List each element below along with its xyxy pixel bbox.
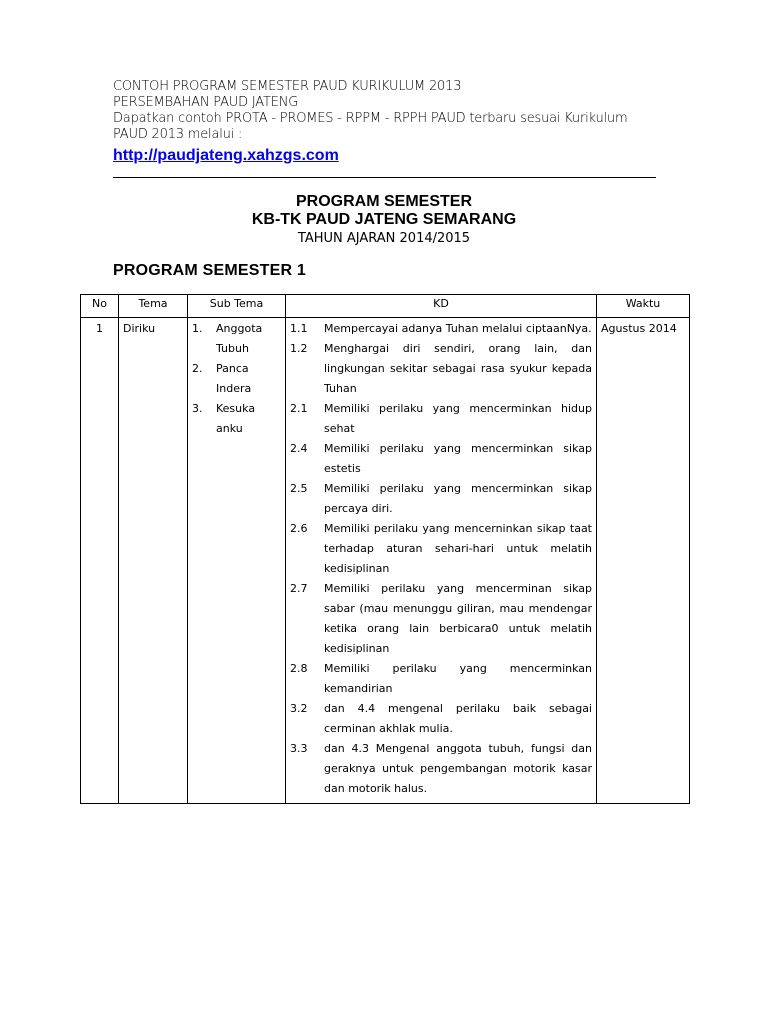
kd-item	[290, 579, 592, 659]
title-program-semester: PROGRAM SEMESTER	[295, 193, 472, 210]
kd-number: 2.4	[290, 442, 308, 455]
subtema-number: 3.	[192, 402, 203, 415]
kd-item	[290, 739, 592, 799]
kd-number: 2.1	[290, 402, 308, 415]
kd-number: 2.8	[290, 662, 308, 675]
kd-number: 1.1	[290, 322, 308, 335]
section-heading: PROGRAM SEMESTER 1	[113, 262, 306, 279]
cell-tema: Diriku	[119, 318, 188, 804]
title-academic-year: TAHUN AJARAN 2014/2015	[297, 231, 471, 246]
subtema-number: 2.	[192, 362, 203, 375]
kd-number: 3.2	[290, 702, 308, 715]
cell-waktu: Agustus 2014	[597, 318, 690, 804]
kd-text: Mempercayai adanya Tuhan melalui ciptaanNya.	[324, 322, 592, 335]
title-school: KB-TK PAUD JATENG SEMARANG	[251, 211, 517, 228]
subtema-text: Panca Indera	[216, 362, 252, 395]
subtema-item	[192, 399, 281, 439]
kd-text: dan 4.4 mengenal perilaku baik sebagai cerminan akhlak mulia.	[324, 702, 592, 735]
kd-text: Memiliki perilaku yang mencerminkan hidup sehat	[324, 402, 592, 435]
kd-text: dan 4.3 Mengenal anggota tubuh, fungsi dan geraknya untuk pengembangan motorik kasar dan motorik halus.	[324, 742, 592, 795]
kd-text: Memiliki perilaku yang mencerminkan sikap estetis	[324, 442, 592, 475]
horizontal-divider	[113, 177, 656, 178]
header-waktu: Waktu	[597, 295, 690, 318]
header-sub-tema: Sub Tema	[188, 295, 286, 318]
kd-number: 1.2	[290, 342, 308, 355]
header-kd: KD	[286, 295, 597, 318]
kd-item	[290, 699, 592, 739]
kd-text: Memiliki perilaku yang mencerminan sikap sabar (mau menunggu giliran, mau mendengar ketika orang lain berbicara0 untuk melatih kedisiplinan	[324, 582, 592, 655]
subtema-item	[192, 319, 281, 359]
kd-item	[290, 659, 592, 699]
program-table	[80, 294, 690, 804]
kd-number: 2.7	[290, 582, 308, 595]
kd-item	[290, 339, 592, 399]
cell-sub-tema	[188, 318, 286, 804]
header-line-4: PAUD 2013 melalui :	[113, 127, 243, 142]
kd-number: 3.3	[290, 742, 308, 755]
header-line-3: Dapatkan contoh PROTA - PROMES - RPPM - RPPH PAUD terbaru sesuai Kurikulum	[113, 111, 628, 126]
subtema-text: Kesuka anku	[216, 402, 256, 435]
subtema-text: Anggota Tubuh	[216, 322, 263, 355]
subtema-item	[192, 359, 281, 399]
kd-text: Memiliki perilaku yang mencerninkan sikap taat terhadap aturan sehari-hari untuk melatih kedisiplinan	[324, 522, 592, 575]
cell-kd	[286, 318, 597, 804]
kd-text: Menghargai diri sendiri, orang lain, dan lingkungan sekitar sebagai rasa syukur kepada Tuhan	[324, 342, 592, 395]
kd-item	[290, 399, 592, 439]
kd-item	[290, 479, 592, 519]
kd-text: Memiliki perilaku yang mencerminkan sikap percaya diri.	[324, 482, 592, 515]
table-header-row	[81, 295, 690, 318]
kd-item	[290, 319, 592, 339]
paudjateng-link[interactable]: http://paudjateng.xahzgs.com	[113, 147, 339, 164]
kd-number: 2.6	[290, 522, 308, 535]
header-no: No	[81, 295, 119, 318]
kd-text: Memiliki perilaku yang mencerminkan kemandirian	[324, 662, 592, 695]
header-tema: Tema	[119, 295, 188, 318]
kd-number: 2.5	[290, 482, 308, 495]
document-header	[113, 79, 658, 165]
table-row	[81, 318, 690, 804]
cell-no: 1	[81, 318, 119, 804]
header-line-2: PERSEMBAHAN PAUD JATENG	[113, 95, 299, 110]
kd-item	[290, 519, 592, 579]
subtema-number: 1.	[192, 322, 203, 335]
header-line-1: CONTOH PROGRAM SEMESTER PAUD KURIKULUM 2013	[113, 79, 462, 94]
kd-item	[290, 439, 592, 479]
